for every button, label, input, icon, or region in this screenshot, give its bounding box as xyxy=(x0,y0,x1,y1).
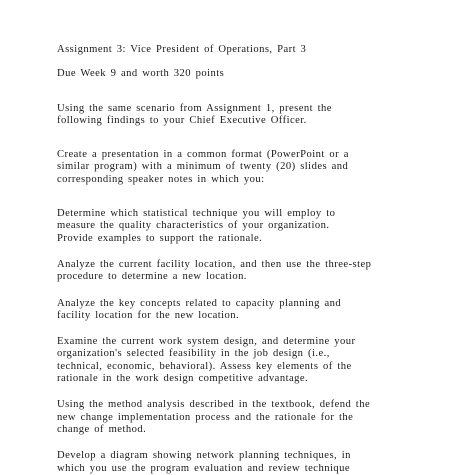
requirement-item xyxy=(57,450,397,475)
requirement-item xyxy=(57,208,397,245)
create-line: similar program) with a minimum of twenty (20) slides and xyxy=(57,161,349,173)
intro-paragraph xyxy=(57,103,397,128)
requirement-line: change of method. xyxy=(57,423,147,435)
create-line: Create a presentation in a common format (PowerPoint or a xyxy=(57,149,349,161)
assignment-title: Assignment 3: Vice President of Operations, Part 3 xyxy=(57,44,307,55)
requirement-line: Analyze the current facility location, and then use the three-step xyxy=(57,258,372,270)
requirement-item xyxy=(57,399,397,436)
requirement-line: technical, economic, behavioral). Assess key elements of the xyxy=(57,360,352,372)
requirement-line: Analyze the key concepts related to capacity planning and xyxy=(57,297,342,309)
requirement-line: Using the method analysis described in the textbook, defend the xyxy=(57,399,371,411)
requirement-line: Examine the current work system design, and determine your xyxy=(57,336,356,348)
requirement-line: Determine which statistical technique you will employ to xyxy=(57,208,336,220)
requirement-item xyxy=(57,336,397,385)
create-paragraph xyxy=(57,149,397,186)
requirement-line: measure the quality characteristics of your organization. xyxy=(57,220,330,232)
document-body xyxy=(57,44,397,475)
due-line: Due Week 9 and worth 320 points xyxy=(57,68,225,80)
create-line: corresponding speaker notes in which you: xyxy=(57,173,265,185)
requirement-line: facility location for the new location. xyxy=(57,309,240,321)
intro-line: Using the same scenario from Assignment 1, present the xyxy=(57,102,332,114)
requirement-line: Provide examples to support the rationale. xyxy=(57,232,263,244)
requirement-line: organization's selected feasibility in the job design (i.e., xyxy=(57,348,330,360)
requirement-line: procedure to determine a new location. xyxy=(57,271,247,283)
requirement-line: which you use the program evaluation and review technique xyxy=(57,462,350,474)
requirement-item xyxy=(57,298,397,323)
requirement-item xyxy=(57,259,397,284)
intro-line: following findings to your Chief Executive Officer. xyxy=(57,114,307,126)
requirement-line: new change implementation process and the rationale for the xyxy=(57,411,354,423)
requirement-line: Develop a diagram showing network planning techniques, in xyxy=(57,450,351,462)
requirement-line: rationale in the work design competitive advantage. xyxy=(57,373,309,385)
